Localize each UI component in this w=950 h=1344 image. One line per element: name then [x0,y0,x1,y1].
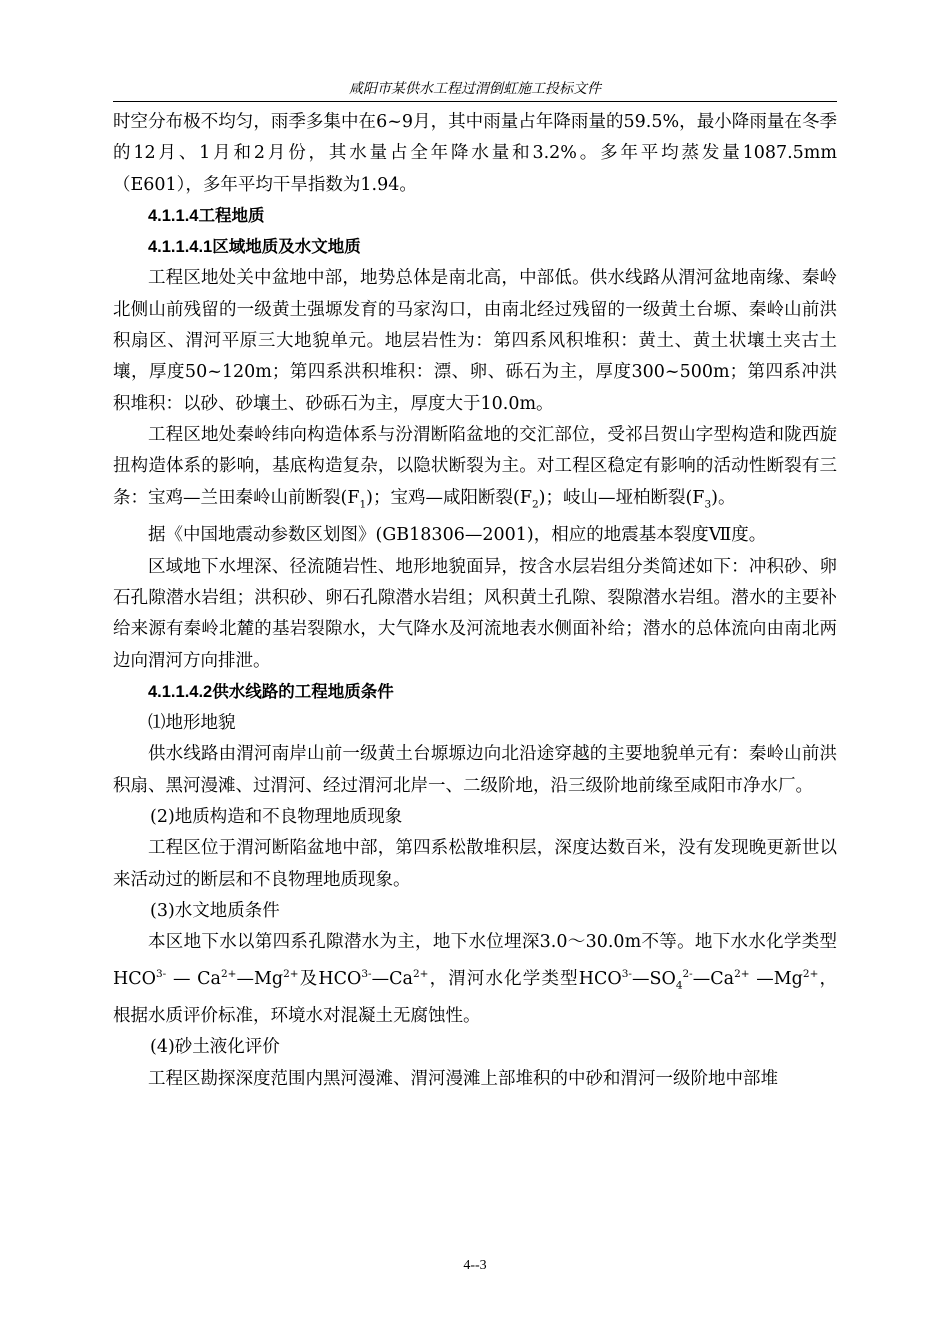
paragraph-faults: 工程区地处秦岭纬向构造体系与汾渭断陷盆地的交汇部位，受祁吕贺山字型构造和陇西旋扭构造体系的影响，基底构造复杂，以隐状断裂为主。对工程区稳定有影响的活动性断裂有三条：宝鸡—兰田秦岭山前断裂$(F_1)$；宝鸡—咸阳断裂$(F_2)$；岐山—垭柏断裂$(F_3)$。 [113,424,837,511]
header-divider [113,101,837,102]
document-header: 咸阳市某供水工程过渭倒虹施工投标文件 [349,80,601,96]
subheading-terrain: ⑴地形地貌 [148,713,236,734]
heading-route-geology: 4.1.1.4.2供水线路的工程地质条件 [148,682,394,701]
heading-regional-geology: 4.1.1.4.1区域地质及水文地质 [148,238,361,257]
paragraph-groundwater: 区域地下水埋深、径流随岩性、地形地貌面异，按含水层岩组分类简述如下：冲积砂、卵石孔隙潜水岩组；洪积砂、卵石孔隙潜水岩组；风积黄土孔隙、裂隙潜水岩组。潜水的主要补给来源有秦岭北麓的基岩裂隙水，大气降水及河流地表水侧面补给；潜水的总体流向由南北两边向渭河方向排泄。 [113,556,837,671]
subheading-liquefaction: (4)砂土液化评价 [150,1037,280,1058]
paragraph-hydrogeology: 本区地下水以第四系孔隙潜水为主，地下水位埋深3.0～30.0m不等。地下水水化学类型$HCO^{3-}$ — $Ca^{2+}—Mg^{2+}$及$HCO^{3-}—Ca^{2+}$，渭河水化学类型$HCO^{3-}—SO_4^{2-}—Ca^{2+}$ $—Mg^{2+}$，根据水质评价标准，环境水对混凝土无腐蚀性。 [113,932,838,1027]
subheading-structure: (2)地质构造和不良物理地质现象 [150,807,403,828]
page-number: 4--3 [463,1258,487,1273]
paragraph-landform: 工程区地处关中盆地中部，地势总体是南北高，中部低。供水线路从渭河盆地南缘、秦岭北侧山前残留的一级黄土强塬发育的马家沟口，由南北经过残留的一级黄土台塬、秦岭山前洪积扇区、渭河平原三大地貌单元。地层岩性为：第四系风积堆积：黄土、黄土状壤土夹古土壤，厚度50~120m；第四系洪积堆积：漂、卵、砾石为主，厚度300~500m；第四系冲洪积堆积：以砂、砂壤土、砂砾石为主，厚度大于10.0m。 [113,268,837,414]
paragraph-structure: 工程区位于渭河断陷盆地中部，第四系松散堆积层，深度达数百米，没有发现晚更新世以来活动过的断层和不良物理地质现象。 [113,838,837,890]
paragraph-climate: 时空分布极不均匀，雨季多集中在6~9月，其中雨量占年降雨量的59.5%，最小降雨量在冬季的12月、1月和2月份，其水量占全年降水量和3.2%。多年平均蒸发量1087.5mm（E601），多年平均干旱指数为1.94。 [113,112,837,195]
paragraph-terrain: 供水线路由渭河南岸山前一级黄土台塬塬边向北沿途穿越的主要地貌单元有：秦岭山前洪积扇、黑河漫滩、过渭河、经过渭河北岸一、二级阶地，沿三级阶地前缘至咸阳市净水厂。 [113,744,837,796]
subheading-hydrogeology: (3)水文地质条件 [150,900,280,921]
paragraph-liquefaction: 工程区勘探深度范围内黑河漫滩、渭河漫滩上部堆积的中砂和渭河一级阶地中部堆 [148,1068,778,1089]
document-body [113,107,837,1095]
paragraph-seismic: 据《中国地震动参数区划图》(GB18306—2001)，相应的地震基本裂度Ⅶ度。 [148,525,767,546]
heading-engineering-geology: 4.1.1.4工程地质 [148,206,265,225]
